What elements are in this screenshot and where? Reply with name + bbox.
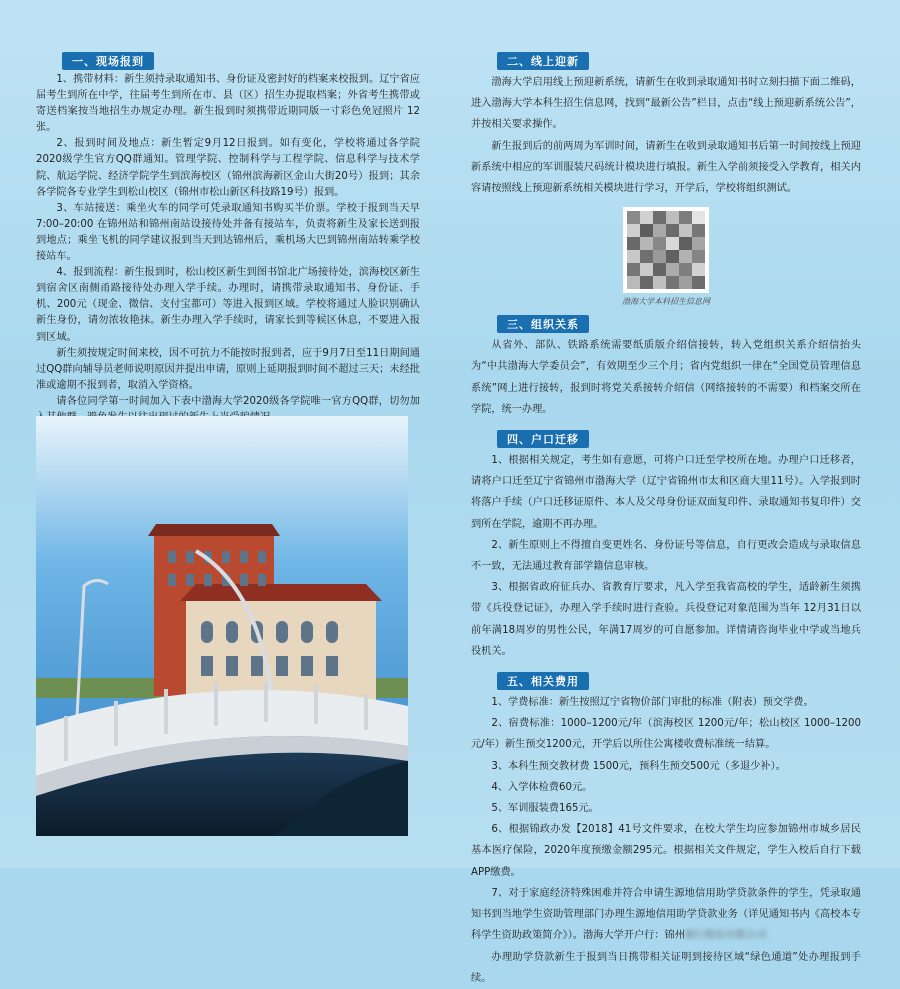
- qr-code-image: [623, 207, 709, 293]
- paragraph: 2、报到时间及地点：新生暂定9月12日报到。如有变化，学校将通过各学院 2020级学生官方QQ群通知。管理学院、控制科学与工程学院、信息科学与技术学院、航运学院、经济学院学生到滨海校区（锦州滨海新区金山大街20号）报到；其余各学院各专业学生到松山校区（锦州市松山新区科技路19号）报到。: [36, 138, 420, 198]
- qr-code-block: [596, 207, 736, 307]
- qr-caption: 渤海大学本科招生信息网: [622, 297, 710, 307]
- right-column: [471, 48, 861, 989]
- paragraph: [471, 883, 861, 947]
- section-title-organization-relations: 三、组织关系: [497, 315, 589, 333]
- paragraph: 3、本科生预交教材费 1500元，预科生预交500元（多退少补）。: [491, 760, 786, 772]
- paragraph: 5、军训服装费165元。: [491, 803, 599, 815]
- blurred-bank-name: 银行股份有限公司: [684, 930, 767, 942]
- paragraph: 4、入学体检费60元。: [491, 781, 593, 793]
- paragraph-text: 7、对于家庭经济特殊困难并符合申请生源地信用助学贷款条件的学生，凭录取通知书到当地学生资助管理部门办理生源地信用助学贷款业务（详见通知书内《高校本专科学生资助政策简介》）。渤海大学开户行：锦州: [471, 887, 861, 942]
- paragraph: 办理助学贷款新生于报到当日携带相关证明到接待区域“绿色通道”处办理报到手续。: [471, 951, 861, 984]
- paragraph: 1、学费标准：新生按照辽宁省物价部门审批的标准（附表）预交学费。: [491, 697, 814, 709]
- paragraph: 4、报到流程：新生报到时，松山校区新生到图书馆北广场接待处，滨海校区新生到宿舍区南侧甬路接待处办理入学手续。办理时，请携带录取通知书、身份证、手机、200元（现金、微信、支付宝都可）等进入报到区域。学校将通过人脸识别确认新生身份，请勿浓妆艳抹。新生办理入学手续时，请家长到等候区休息，不要进入报到区域。: [36, 267, 420, 343]
- paragraph: 3、车站接送：乘坐火车的同学可凭录取通知书购买半价票。学校于报到当天早 7:00–20:00 在锦州站和锦州南站设接待处并备有接站车，负责将新生及家长送到报到地点；乘坐飞机的同学建议报到当天到达锦州后，乘机场大巴到锦州南站转乘学校接站车。: [36, 202, 420, 263]
- paragraph: 请各位同学第一时间加入下表中渤海大学2020级各学院唯一官方QQ群，切勿加: [56, 395, 420, 407]
- paragraph: 新生报到后的前两周为军训时间，请新生在收到录取通知书后第一时间按线上预迎新系统中相应的军训服装尺码统计模块进行填报。新生入学前须接受入学教育，相关内容请按照线上预迎新系统相关模块进行学习，开学后，学校将组织测试。: [471, 140, 861, 195]
- left-column: [36, 48, 420, 426]
- section-title-onsite-registration: 一、现场报到: [62, 52, 154, 70]
- paragraph: 2、新生原则上不得擅自变更姓名、身份证号等信息，自行更改会造成与录取信息不一致，无法通过教育部学籍信息审核。: [471, 539, 861, 573]
- paragraph: 1、携带材料：新生须持录取通知书、身份证及密封好的档案来校报到。辽宁省应届考生到所在中学，往届考生到所在市、县（区）招生办提取档案；外省考生携带或寄送档案按当地招生办规定办理。新生报到时须携带近期同版一寸彩色免冠照片 12张。: [36, 74, 420, 134]
- campus-building-photo: [36, 416, 408, 836]
- paragraph: 渤海大学启用线上预迎新系统，请新生在收到录取通知书时立刻扫描下面二维码，进入渤海大学本科生招生信息网，找到“最新公告”栏目，点击“线上预迎新系统公告”，并按相关要求操作。: [471, 77, 861, 131]
- paragraph: 6、根据锦政办发【2018】41号文件要求，在校大学生均应参加锦州市城乡居民基本医疗保险，2020年度预缴金额295元。根据相关文件规定，学生入校后自行下载APP缴费。: [471, 824, 861, 878]
- section-title-online-welcome: 二、线上迎新: [497, 52, 589, 70]
- section-title-related-fees: 五、相关费用: [497, 672, 589, 690]
- paragraph: 2、宿费标准：1000–1200元/年（滨海校区 1200元/年；松山校区 1000–1200元/年）新生预交1200元，开学后以所住公寓楼收费标准统一结算。: [471, 718, 861, 751]
- paragraph: 新生须按规定时间来校，因不可抗力不能按时报到者，应于9月7日至11日期间通过QQ群向辅导员老师说明原因并提出申请，原则上延期报到时间不超过三天；未经批准或逾期不报到者，取消入学资格。: [36, 347, 420, 391]
- paragraph: 1、根据相关规定，考生如有意愿，可将户口迁至学校所在地。办理户口迁移者，请将户口迁至辽宁省锦州市渤海大学（辽宁省锦州市太和区商大里11号）。入学报到时将落户手续（户口迁移证原件、本人及父母身份证双面复印件、录取通知书复印件）交到所在学院，逾期不再办理。: [471, 455, 861, 530]
- section-title-household-transfer: 四、户口迁移: [497, 430, 589, 448]
- paragraph: 从省外、部队、铁路系统需要纸质版介绍信接转，转入党组织关系介绍信抬头为“中共渤海大学委员会”，有效期至少三个月；省内党组织一律在“全国党员管理信息系统”网上进行接转，报到时将党关系接转介绍信（网络接转的不需要）和档案交所在学院，统一办理。: [471, 340, 861, 415]
- paragraph: 3、根据省政府征兵办、省教育厅要求，凡入学至我省高校的学生，适龄新生须携带《兵役登记证》，办理入学手续时进行查验。兵役登记对象范围为当年 12月31日以前年满18周岁的男性公民，年满17周岁的可自愿参加。详情请咨询毕业中学或当地兵役机关。: [471, 582, 861, 657]
